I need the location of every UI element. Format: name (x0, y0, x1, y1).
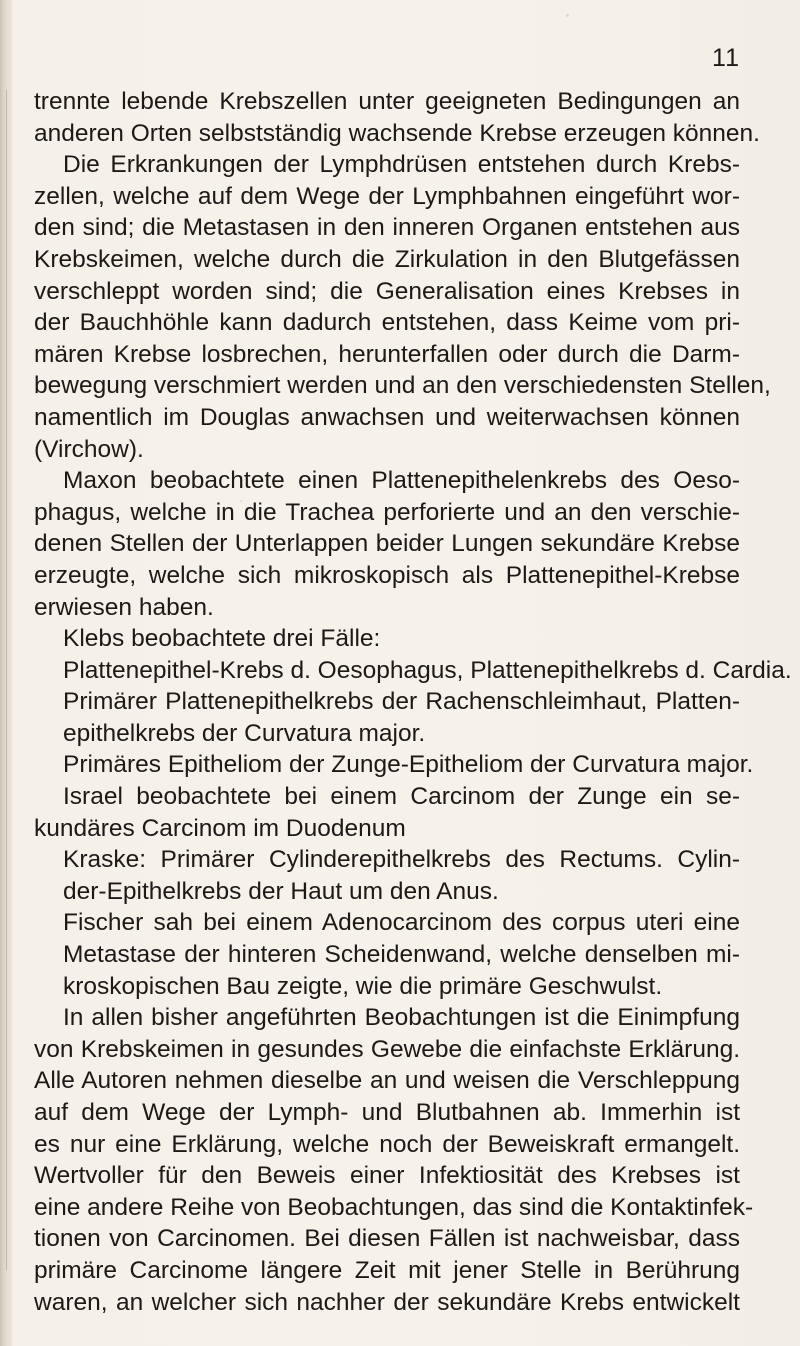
text-line: Maxon beobachtete einen Plattenepithelenkrebs des Oeso- (63, 467, 740, 495)
text-line: Die Erkrankungen der Lymphdrüsen entstehen durch Krebs- (63, 151, 740, 179)
text-line: Klebs beobachtete drei Fälle: (63, 625, 381, 653)
text-line: Fischer sah bei einem Adenocarcinom des corpus uteri eine (63, 909, 740, 937)
text-line: epithelkrebs der Curvatura major. (63, 719, 426, 747)
text-line: phagus, welche in die Trachea perforierte und an den verschie- (34, 498, 740, 526)
text-line: (Virchow). (34, 435, 144, 463)
text-line: erzeugte, welche sich mikroskopisch als Plattenepithel-Krebse (34, 561, 740, 589)
text-line: Metastase der hinteren Scheidenwand, welche denselben mi- (63, 941, 740, 969)
text-line: tionen von Carcinomen. Bei diesen Fällen ist nachweisbar, dass (34, 1225, 740, 1253)
text-line: namentlich im Douglas anwachsen und weiterwachsen können (34, 403, 740, 431)
text-line: eine andere Reihe von Beobachtungen, das sind die Kontaktinfek- (34, 1193, 754, 1221)
text-line: Kraske: Primärer Cylinderepithelkrebs des Rectums. Cylin- (63, 846, 740, 874)
text-line: zellen, welche auf dem Wege der Lymphbahnen eingeführt wor- (34, 182, 740, 210)
paper-speck (566, 14, 569, 17)
body-text (34, 86, 792, 1318)
text-line: trennte lebende Krebszellen unter geeigneten Bedingungen an (34, 88, 740, 115)
text-line: erwiesen haben. (34, 593, 214, 621)
text-line: primäre Carcinome längere Zeit mit jener Stelle in Berührung (34, 1256, 740, 1284)
text-line: der Bauchhöhle kann dadurch entstehen, dass Keime vom pri- (34, 309, 740, 337)
text-line: Alle Autoren nehmen dieselbe an und weisen die Verschleppung (34, 1067, 740, 1095)
text-line: Plattenepithel-Krebs d. Oesophagus, Plattenepithelkrebs d. Cardia. (63, 656, 792, 684)
text-line: bewegung verschmiert werden und an den verschiedensten Stellen, (34, 372, 771, 400)
text-line: der-Epithelkrebs der Haut um den Anus. (63, 877, 499, 905)
paper-speck (240, 500, 242, 502)
text-line: In allen bisher angeführten Beobachtungen ist die Einimpfung (63, 1004, 740, 1032)
text-line: es nur eine Erklärung, welche noch der Beweiskraft ermangelt. (34, 1130, 740, 1158)
text-line: auf dem Wege der Lymph- und Blutbahnen ab. Immerhin ist (34, 1099, 740, 1126)
text-line: denen Stellen der Unterlappen beider Lungen sekundäre Krebse (34, 530, 740, 558)
text-line: verschleppt worden sind; die Generalisation eines Krebses in (34, 277, 740, 305)
text-line: anderen Orten selbstständig wachsende Krebse erzeugen können. (34, 119, 760, 147)
paper-speck (598, 1303, 601, 1306)
text-line: Wertvoller für den Beweis einer Infektiosität des Krebses ist (34, 1162, 740, 1190)
gutter-line (6, 90, 7, 1270)
text-line: waren, an welcher sich nachher der sekundäre Krebs entwickelt (34, 1288, 740, 1316)
text-line: Primäres Epitheliom der Zunge-Epitheliom der Curvatura major. (63, 751, 754, 779)
text-line: Israel beobachtete bei einem Carcinom der Zunge ein se- (63, 783, 740, 811)
text-line: kroskopischen Bau zeigte, wie die primäre Geschwulst. (63, 972, 663, 1000)
text-line: von Krebskeimen in gesundes Gewebe die einfachste Erklärung. (34, 1035, 740, 1063)
text-line: kundäres Carcinom im Duodenum (34, 814, 406, 842)
page-number: 11 (712, 44, 740, 72)
text-line: Primärer Plattenepithelkrebs der Rachenschleimhaut, Platten- (63, 688, 740, 716)
text-line: den sind; die Metastasen in den inneren Organen entstehen aus (34, 214, 740, 242)
text-line: Krebskeimen, welche durch die Zirkulation in den Blutgefässen (34, 245, 740, 273)
text-line: mären Krebse losbrechen, herunterfallen oder durch die Darm- (34, 340, 740, 368)
